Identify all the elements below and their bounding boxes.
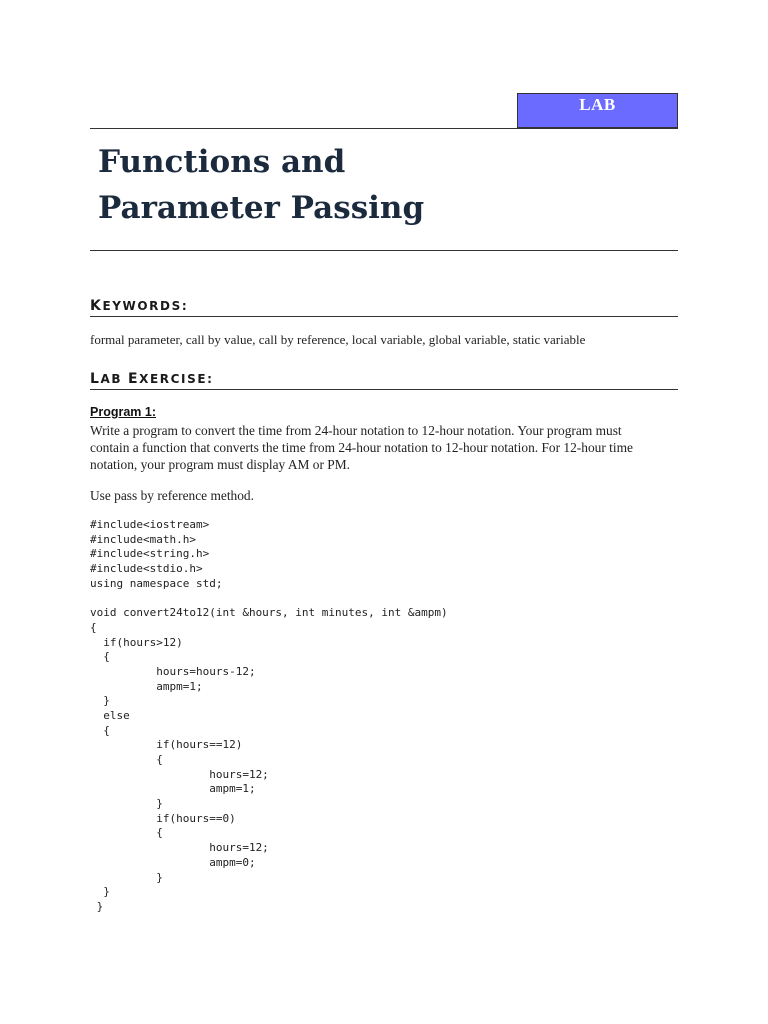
code-line: { [90,826,163,840]
lab-exercise-heading-initial-2: E [127,371,140,387]
code-line: #include<math.h> [90,532,196,546]
program-description [90,422,650,473]
program-description-line: Write a program to convert the time from 24-hour notation to 12-hour notation. Your program must [90,423,622,438]
code-line: if(hours==0) [90,811,236,825]
code-line: { [90,650,110,664]
lab-exercise-heading-initial-1: L [90,371,101,387]
code-line: #include<stdio.h> [90,562,203,576]
code-line: hours=12; [90,841,269,855]
page-title-line-1: Functions and [98,144,346,180]
code-line: } [90,797,163,811]
code-line: { [90,723,110,737]
lab-exercise-heading [90,371,214,387]
code-block [90,518,448,915]
code-line: if(hours>12) [90,635,183,649]
code-line: ampm=1; [90,782,256,796]
code-line: using namespace std; [90,576,223,590]
code-line: #include<string.h> [90,547,210,561]
lab-badge-label: LAB [579,95,616,114]
program-description-line: contain a function that converts the time from 24-hour notation to 12-hour notation. For 12-hour time [90,440,633,455]
method-note: Use pass by reference method. [90,488,254,503]
code-line: ampm=0; [90,855,256,869]
code-line: void convert24to12(int &hours, int minutes, int &ampm) [90,606,448,620]
lab-badge [517,93,678,128]
top-divider [90,128,678,129]
code-line [90,591,448,606]
keywords-heading-initial: K [90,298,103,314]
code-line: { [90,753,163,766]
lab-exercise-divider [90,389,678,390]
code-line: hours=hours-12; [90,664,256,678]
keywords-heading [90,298,188,314]
page-title [98,139,424,231]
code-line: hours=12; [90,767,269,781]
code-line: ampm=1; [90,679,203,693]
title-divider [90,250,678,251]
program-description-line: notation, your program must display AM or PM. [90,457,350,472]
lab-exercise-heading-rest-2: XERCISE: [139,372,214,386]
code-line: { [90,620,97,634]
program-label: Program 1: [90,405,156,419]
code-line: else [90,708,130,722]
page-title-line-2: Parameter Passing [98,190,425,226]
code-line: } [90,885,110,899]
code-line: #include<iostream> [90,518,210,531]
keywords-divider [90,316,678,317]
code-line: if(hours==12) [90,738,243,752]
keywords-heading-rest: EYWORDS: [102,299,189,313]
keywords-list: formal parameter, call by value, call by reference, local variable, global variable, static variable [90,332,586,347]
code-line: } [90,899,104,913]
code-line: } [90,870,163,884]
code-line: } [90,694,110,708]
lab-exercise-heading-rest-1: AB [100,372,128,386]
